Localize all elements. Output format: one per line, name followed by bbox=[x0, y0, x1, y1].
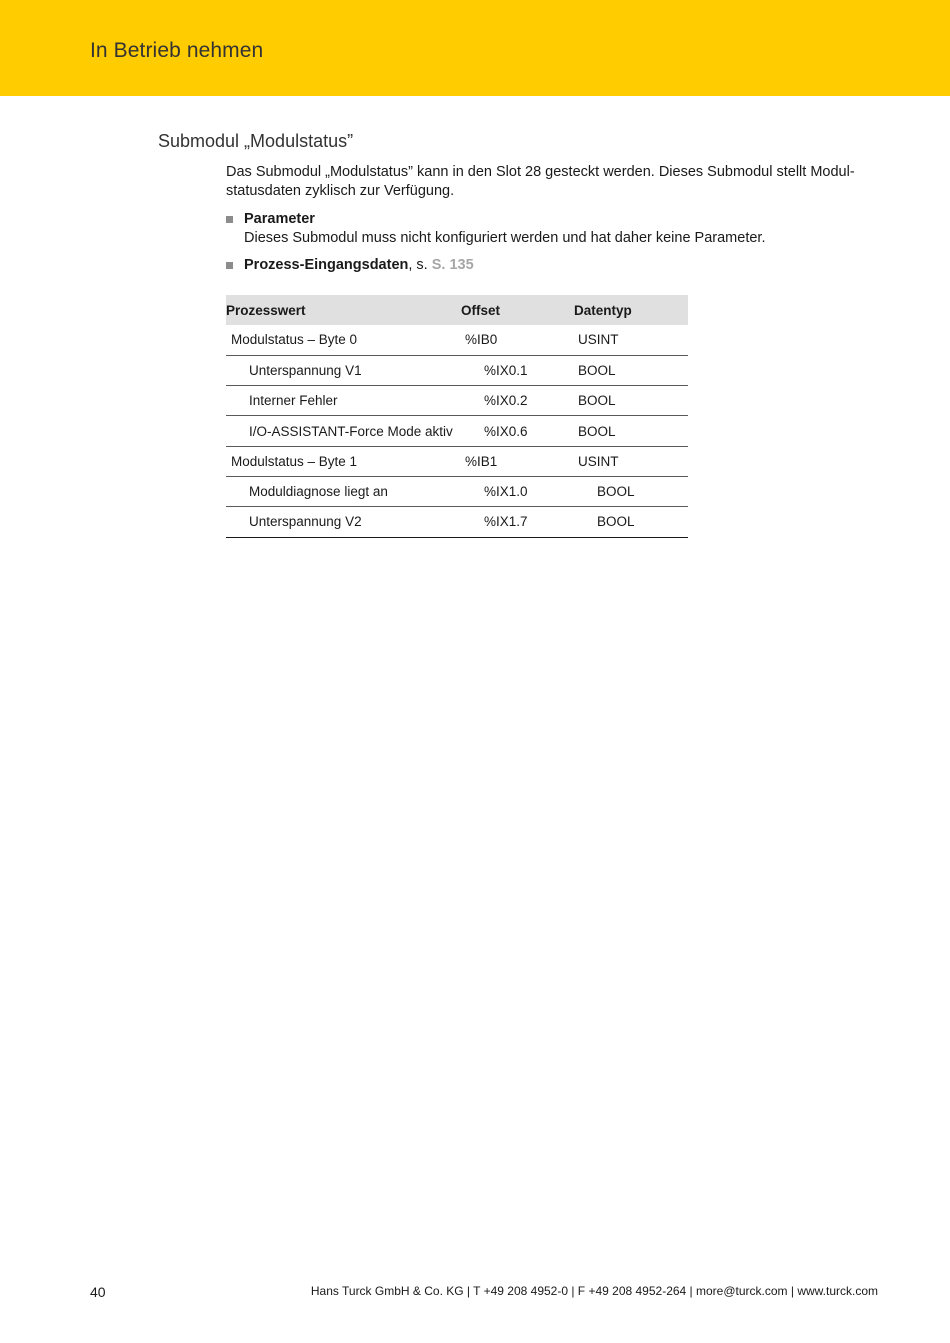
table-row bbox=[226, 325, 688, 355]
table-row bbox=[226, 416, 688, 446]
table-row bbox=[226, 446, 688, 476]
cell-name: Modulstatus – Byte 1 bbox=[226, 446, 461, 476]
chapter-title: In Betrieb nehmen bbox=[90, 39, 264, 62]
cell-offset: %IX1.7 bbox=[461, 507, 574, 537]
table-row bbox=[226, 476, 688, 506]
cell-name: Interner Fehler bbox=[226, 386, 461, 416]
bullet-parameter-text: Dieses Submodul muss nicht konfiguriert werden und hat daher keine Parameter. bbox=[244, 230, 766, 246]
table-row bbox=[226, 355, 688, 385]
header-datentyp: Datentyp bbox=[574, 295, 688, 325]
bullet-process-separator: , s. bbox=[408, 257, 432, 273]
square-bullet-icon bbox=[226, 262, 233, 269]
cell-offset: %IX1.0 bbox=[461, 476, 574, 506]
cell-name: Moduldiagnose liegt an bbox=[226, 476, 461, 506]
cell-type: BOOL bbox=[574, 416, 688, 446]
header-offset: Offset bbox=[461, 295, 574, 325]
cell-offset: %IB0 bbox=[461, 325, 574, 355]
cell-type: BOOL bbox=[574, 355, 688, 385]
section-heading: Submodul „Modulstatus” bbox=[158, 131, 354, 151]
cell-offset: %IX0.1 bbox=[461, 355, 574, 385]
bullet-process-title: Prozess-Eingangsdaten bbox=[244, 257, 409, 273]
cell-type: BOOL bbox=[574, 476, 688, 506]
cell-name: I/O-ASSISTANT-Force Mode aktiv bbox=[226, 416, 461, 446]
page-number: 40 bbox=[90, 1284, 106, 1300]
process-data-table bbox=[226, 295, 688, 538]
table-row bbox=[226, 507, 688, 537]
intro-paragraph bbox=[226, 163, 886, 201]
cell-type: USINT bbox=[574, 446, 688, 476]
table-header-row bbox=[226, 295, 688, 325]
intro-line-1: Das Submodul „Modulstatus” kann in den Slot 28 gesteckt werden. Dieses Submodul stellt Modul- bbox=[226, 164, 855, 180]
bullet-parameter bbox=[226, 210, 765, 248]
table-row bbox=[226, 386, 688, 416]
cell-name: Modulstatus – Byte 0 bbox=[226, 325, 461, 355]
cell-type: USINT bbox=[574, 325, 688, 355]
cell-type: BOOL bbox=[574, 386, 688, 416]
cell-name: Unterspannung V1 bbox=[226, 355, 461, 385]
square-bullet-icon bbox=[226, 216, 233, 223]
header-prozesswert: Prozesswert bbox=[226, 295, 461, 325]
cell-name: Unterspannung V2 bbox=[226, 507, 461, 537]
cell-offset: %IX0.2 bbox=[461, 386, 574, 416]
cell-offset: %IX0.6 bbox=[461, 416, 574, 446]
cell-offset: %IB1 bbox=[461, 446, 574, 476]
intro-line-2: statusdaten zyklisch zur Verfügung. bbox=[226, 183, 455, 199]
cell-type: BOOL bbox=[574, 507, 688, 537]
footer-contact: Hans Turck GmbH & Co. KG | T +49 208 4952-0 | F +49 208 4952-264 | more@turck.com | www.turck.com bbox=[310, 1284, 878, 1298]
bullet-process-input bbox=[226, 256, 474, 275]
bullet-parameter-title: Parameter bbox=[244, 211, 315, 227]
page-reference-link[interactable]: S. 135 bbox=[431, 257, 474, 273]
